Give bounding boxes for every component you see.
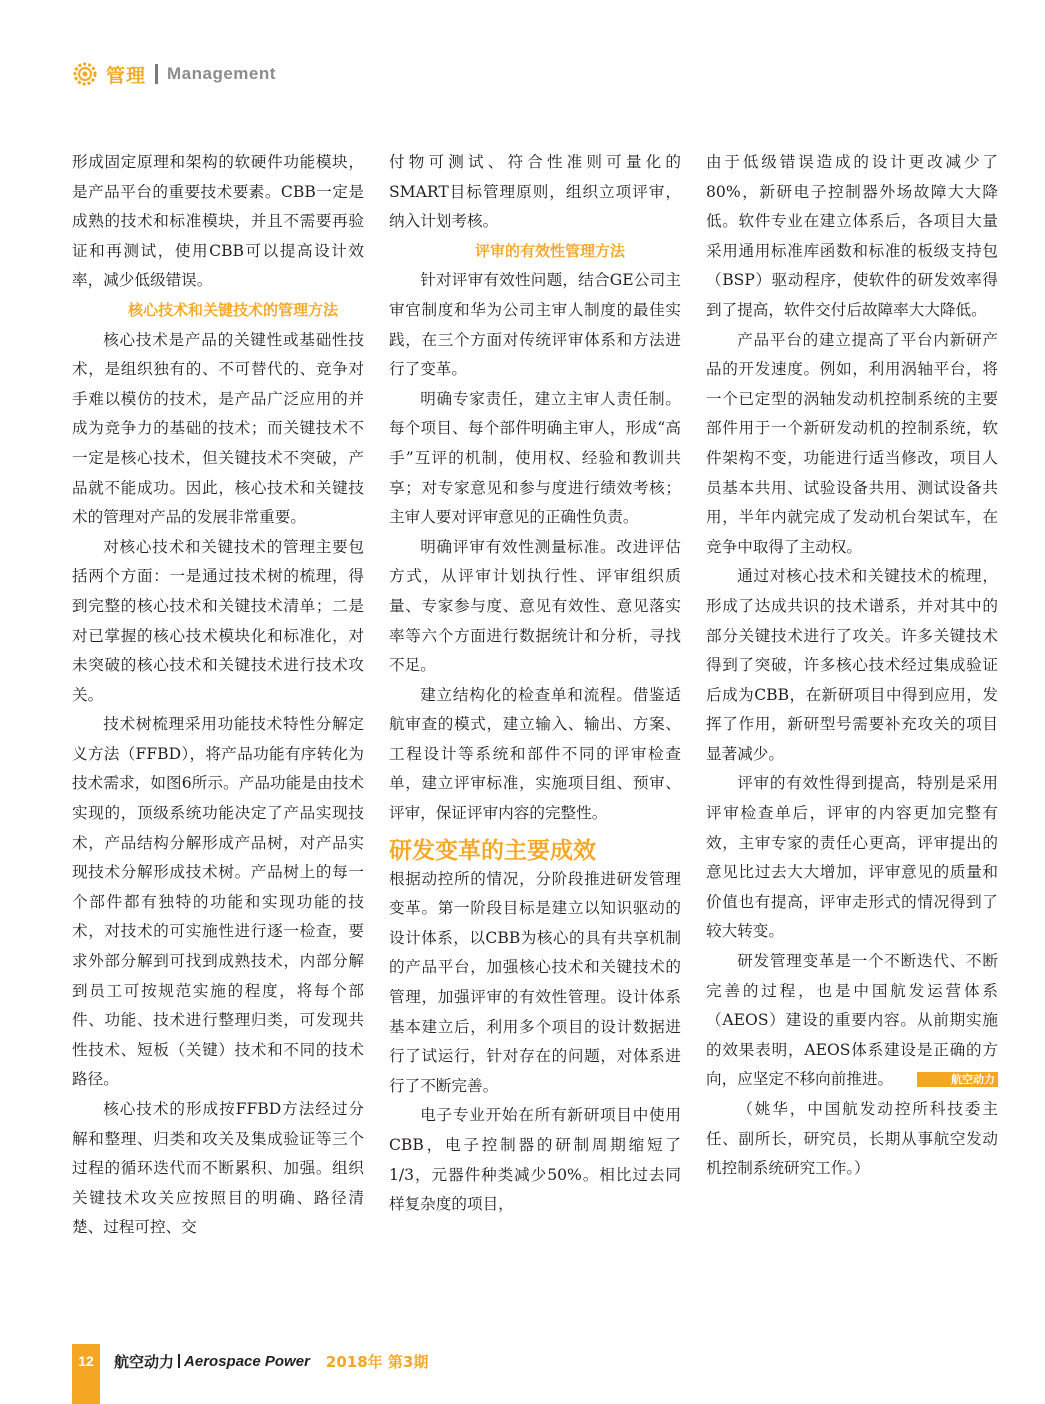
paragraph: 付物可测试、符合性准则可量化的SMART目标管理原则，组织立项评审，纳入计划考核。: [389, 153, 681, 231]
section-label-en: Management: [167, 64, 276, 83]
magazine-name-en: Aerospace Power: [184, 1352, 310, 1370]
paragraph: 对核心技术和关键技术的管理主要包括两个方面：一是通过技术树的梳理，得到完整的核心技术和关键技术清单；二是对已掌握的核心技术模块化和标准化，对未突破的核心技术和关键技术进行技术攻关。: [72, 537, 364, 704]
column-3: [706, 148, 998, 1184]
paragraph: 通过对核心技术和关键技术的梳理，形成了达成共识的技术谱系，并对其中的部分关键技术进行了攻关。许多关键技术得到了突破，许多核心技术经过集成验证后成为CBB，在新研项目中得到应用，发挥了作用，新研型号需要补充攻关的项目显著减少。: [706, 567, 998, 763]
header-divider: [155, 64, 158, 84]
paragraph: 明确专家责任，建立主审人责任制。每个项目、每个部件明确主审人，形成“高手”互评的机制，使用权、经验和教训共享；对专家意见和参与度进行绩效考核；主审人要对评审意见的正确性负责。: [389, 389, 681, 527]
paragraph: 由于低级错误造成的设计更改减少了80%，新研电子控制器外场故障大大降低。软件专业在建立体系后，各项目大量采用通用标准库函数和标准的板级支持包（BSP）驱动程序，使软件的研发效率得到了提高，软件交付后故障率大大降低。: [706, 153, 998, 319]
paragraph: 根据动控所的情况，分阶段推进研发管理变革。第一阶段目标是建立以知识驱动的设计体系，以CBB为核心的具有共享机制的产品平台，加强核心技术和关键技术的管理，加强评审的有效性管理。设计体系基本建立后，利用多个项目的设计数据进行了试运行，针对存在的问题，对体系进行了不断完善。: [389, 869, 681, 1095]
paragraph: 电子专业开始在所有新研项目中使用CBB，电子控制器的研制周期缩短了1/3，元器件种类减少50%。相比过去同样复杂度的项目，: [389, 1106, 681, 1214]
section-label-cn: 管理: [106, 64, 147, 87]
paragraph: 建立结构化的检查单和流程。借鉴适航审查的模式，建立输入、输出、方案、工程设计等系统和部件不同的评审检查单，建立评审标准，实施项目组、预审、评审，保证评审内容的完整性。: [389, 685, 681, 823]
paragraph: 明确评审有效性测量标准。改进评估方式，从评审计划执行性、评审组织质量、专家参与度、意见有效性、意见落实率等六个方面进行数据统计和分析，寻找不足。: [389, 537, 681, 675]
subheading: 核心技术和关键技术的管理方法: [127, 300, 338, 319]
page-number: 12: [78, 1353, 94, 1369]
running-header: [72, 58, 276, 90]
footer-divider: [178, 1354, 180, 1368]
paragraph: 评审的有效性得到提高，特别是采用评审检查单后，评审的内容更加完整有效，主审专家的责任心更高，评审提出的意见比过去大大增加，评审意见的质量和价值也有提高，评审走形式的情况得到了较大转变。: [706, 774, 998, 941]
paragraph: 产品平台的建立提高了平台内新研产品的开发速度。例如，利用涡轴平台，将一个已定型的涡轴发动机控制系统的主要部件用于一个新研发动机的控制系统，软件架构不变，功能进行适当修改，项目人员基本共用、试验设备共用、测试设备共用，半年内就完成了发动机台架试车，在竞争中取得了主动权。: [706, 330, 998, 556]
end-mark-badge: 航空动力: [917, 1072, 998, 1087]
paragraph-text: 研发管理变革是一个不断迭代、不断完善的过程，也是中国航发运营体系（AEOS）建设的重要内容。从前期实施的效果表明，AEOS体系建设是正确的方向，应坚定不移向前推进。: [706, 952, 998, 1089]
subheading: 评审的有效性管理方法: [474, 241, 625, 260]
running-footer: [72, 1346, 428, 1376]
author-bio: （姚华，中国航发动控所科技委主任、副所长，研究员，长期从事航空发动机控制系统研究工作。）: [706, 1100, 998, 1178]
gear-logo-icon: [72, 61, 98, 87]
magazine-name-cn: 航空动力: [114, 1352, 175, 1371]
paragraph: 核心技术的形成按FFBD方法经过分解和整理、归类和攻关及集成验证等三个过程的循环迭代而不断累积、加强。组织关键技术攻关应按照目的明确、路径清楚、过程可控、交: [72, 1100, 364, 1237]
issue-label: 2018年 第3期: [325, 1352, 429, 1371]
paragraph: 形成固定原理和架构的软硬件功能模块，是产品平台的重要技术要素。CBB一定是成熟的技术和标准模块，并且不需要再验证和再测试，使用CBB可以提高设计效率，减少低级错误。: [72, 153, 364, 290]
paragraph: 技术树梳理采用功能技术特性分解定义方法（FFBD），将产品功能有序转化为技术需求，如图6所示。产品功能是由技术实现的，顶级系统功能决定了产品实现技术，产品结构分解形成产品树，对产品实现技术分解形成技术树。产品树上的每一个部件都有独特的功能和实现功能的技术，对技术的可实施性进行逐一检查，要求外部分解到可找到成熟技术，内部分解到员工可按规范实施的程度，将每个部件、功能、技术进行整理归类，可发现共性技术、短板（关键）技术和不同的技术路径。: [72, 715, 364, 1089]
column-2: [389, 148, 681, 1220]
column-1: [72, 148, 364, 1243]
paragraph: [706, 947, 998, 1095]
paragraph: 核心技术是产品的关键性或基础性技术，是组织独有的、不可替代的、竞争对手难以模仿的技术，是产品广泛应用的并成为竞争力的基础的技术；而关键技术不一定是核心技术，但关键技术不突破，产品就不能成功。因此，核心技术和关键技术的管理对产品的发展非常重要。: [72, 330, 364, 527]
section-title: 研发变革的主要成效: [389, 837, 596, 864]
paragraph: 针对评审有效性问题，结合GE公司主审官制度和华为公司主审人制度的最佳实践，在三个方面对传统评审体系和方法进行了变革。: [389, 271, 681, 379]
